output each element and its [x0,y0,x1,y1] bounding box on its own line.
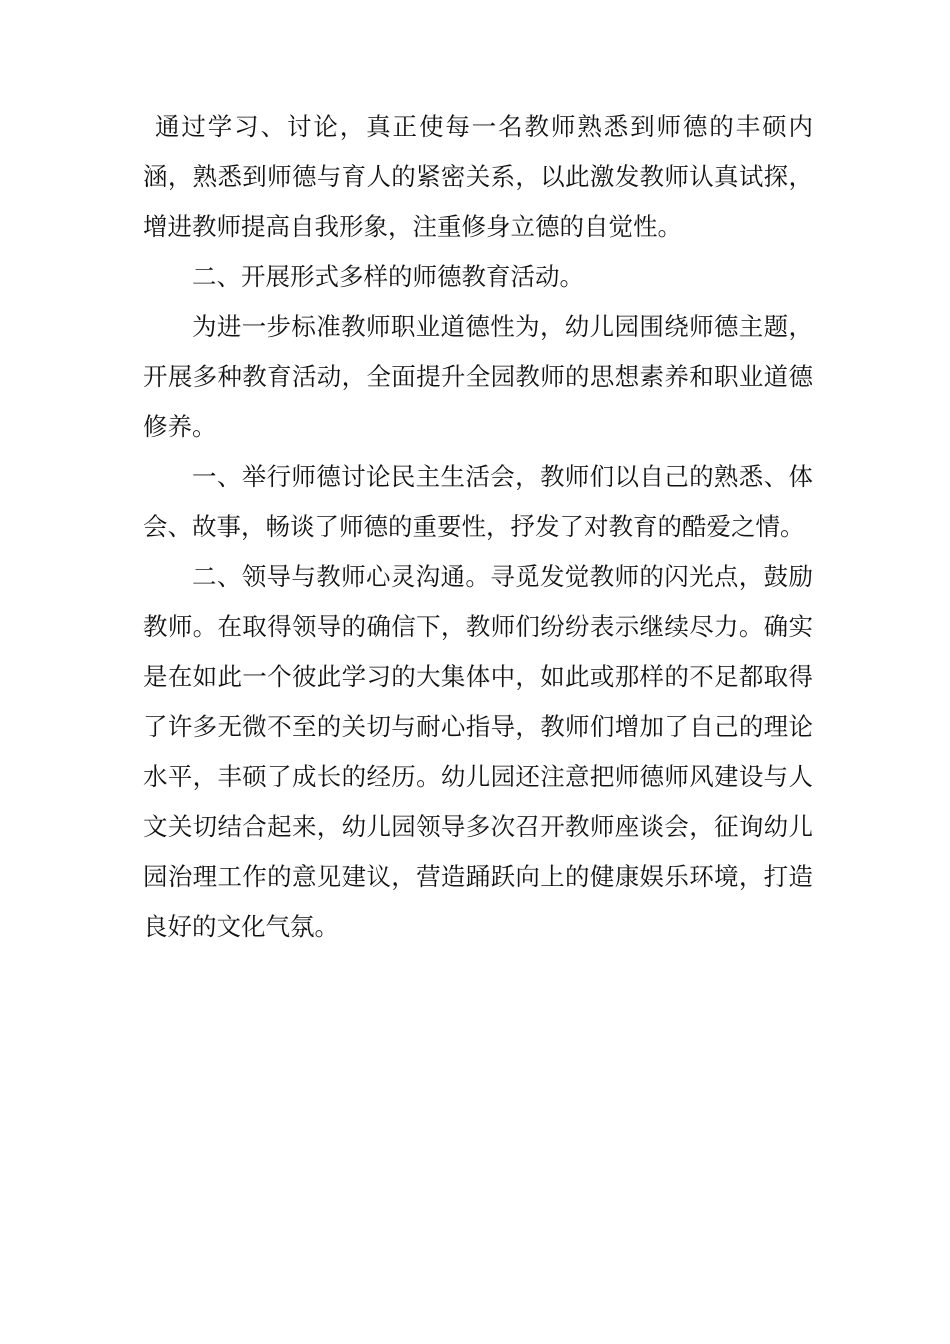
document-body [143,102,813,952]
paragraph-activities-intro: 为进一步标准教师职业道德性为，幼儿园围绕师德主题，开展多种教育活动，全面提升全园教师的思想素养和职业道德修养。 [143,312,813,441]
section-heading-activities: 二、开展形式多样的师德教育活动。 [192,262,584,291]
paragraph-study-discussion: 通过学习、讨论，真正使每一名教师熟悉到师德的丰硕内涵，熟悉到师德与育人的紧密关系，以此激发教师认真试探，增进教师提高自我形象，注重修身立德的自觉性。 [143,112,813,241]
paragraph-democratic-meeting: 一、举行师德讨论民主生活会，教师们以自己的熟悉、体会、故事，畅谈了师德的重要性，抒发了对教育的酷爱之情。 [143,462,813,541]
paragraph-leadership-communication: 二、领导与教师心灵沟通。寻觅发觉教师的闪光点，鼓励教师。在取得领导的确信下，教师们纷纷表示继续尽力。确实是在如此一个彼此学习的大集体中，如此或那样的不足都取得了许多无微不至的关切与耐心指导，教师们增加了自己的理论水平，丰硕了成长的经历。幼儿园还注意把师德师风建设与人文关切结合起来，幼儿园领导多次召开教师座谈会，征询幼儿园治理工作的意见建议，营造踊跃向上的健康娱乐环境，打造良好的文化气氛。 [143,562,813,941]
